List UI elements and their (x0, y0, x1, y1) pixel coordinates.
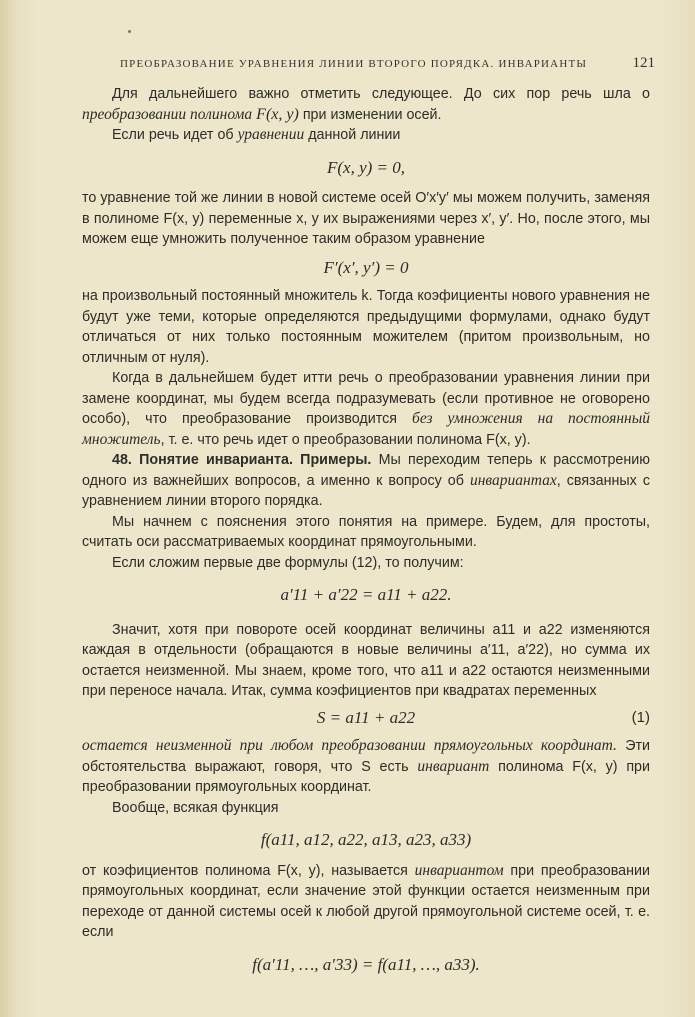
paragraph: Если речь идет об уравнении данной линии (112, 126, 401, 143)
running-header (120, 55, 655, 71)
emphasis: уравнении (237, 126, 305, 143)
paragraph: остается неизменной при любом преобразовании прямоугольных координат. Эти обстоятельства выражают, говоря, что S есть инвариант полинома F(x, y) при преобразовании прямоугольных координат. (82, 737, 650, 795)
formula-function: f(a11, a12, a22, a13, a23, a33) (260, 830, 472, 849)
formula-trace-sum: a′11 + a′22 = a11 + a22. (280, 585, 452, 604)
section-title: Понятие инварианта. Примеры. (139, 452, 372, 468)
paragraph: Если сложим первые две формулы (12), то получим: (112, 554, 464, 571)
emphasis: инвариантом (414, 861, 504, 879)
section-number: 48. (112, 452, 132, 468)
formula-transformed-equation: F′(x′, y′) = 0 (323, 257, 409, 277)
paragraph: от коэфициентов полинома F(x, y), называется инвариантом при преобразовании прямоугольных координат, если значение этой функции остается неизменным при переходе от данной системы осей к любой другой прямоугольной системе осей, т. е. если (82, 861, 650, 940)
running-title: ПРЕОБРАЗОВАНИЕ УРАВНЕНИЯ ЛИНИИ ВТОРОГО ПОРЯДКА. ИНВАРИАНТЫ (120, 58, 588, 70)
paragraph: Вообще, всякая функция (112, 799, 279, 816)
page-body (82, 84, 650, 975)
formula-line-equation: F(x, y) = 0, (326, 157, 406, 177)
emphasis: остается неизменной при любом преобразовании прямоугольных координат. (82, 737, 617, 754)
print-speck (128, 30, 131, 33)
paragraph: Для дальнейшего важно отметить следующее. До сих пор речь шла о преобразовании полинома F(x, y) при изменении осей. (82, 86, 650, 123)
emphasis: инвариантах (469, 471, 557, 489)
paragraph: на произвольный постоянный множитель k. Тогда коэфициенты нового уравнения не будут уже теми, которые определяются предыдущими формулами, однако будут отличаться от них только постоянным можителем (притом произвольным, но отличным от нуля). (82, 288, 650, 366)
page-number: 121 (632, 55, 655, 71)
paragraph: Когда в дальнейшем будет итти речь о преобразовании уравнения линии при замене координат, мы будем всегда подразумевать (если противное не оговорено особо), что преобразование производится без умножения на постоянный множитель, т. е. что речь идет о преобразовании полинома F(x, y). (82, 370, 650, 448)
paragraph: Значит, хотя при повороте осей координат величины a11 и a22 изменяются каждая в отдельности (обращаются в новые величины a′11, a′22), но сумма их остается неизменной. Мы знаем, кроме того, что a11 и a22 остаются неизменными при переносе начала. Итак, сумма коэфициентов при квадратах переменных (82, 621, 650, 699)
equation-number: (1) (631, 708, 650, 726)
paragraph: то уравнение той же линии в новой системе осей O′x′y′ мы можем получить, заменяя в полиноме F(x, y) переменные x, y их выражениями через x′, y′. Но, после этого, мы можем еще умножить полученное таким образом уравнение (82, 190, 650, 247)
formula-invariant-s: S = a11 + a22 (1) (316, 707, 650, 727)
section-48: 48. Понятие инварианта. Примеры. Мы переходим теперь к рассмотрению одного из важнейших вопросов, а именно к вопросу об инвариантах, связанных с уравнением линии второго порядка. (82, 452, 650, 509)
emphasis: без умножения на постоянный множитель (82, 410, 650, 448)
emphasis: преобразовании полинома (82, 105, 253, 123)
paragraph: Мы начнем с пояснения этого понятия на примере. Будем, для простоты, считать оси рассматриваемых координат прямоугольными. (82, 513, 650, 550)
formula-invariant-definition: f(a′11, …, a′33) = f(a11, …, a33). (252, 954, 480, 974)
emphasis: инвариант (417, 757, 490, 775)
